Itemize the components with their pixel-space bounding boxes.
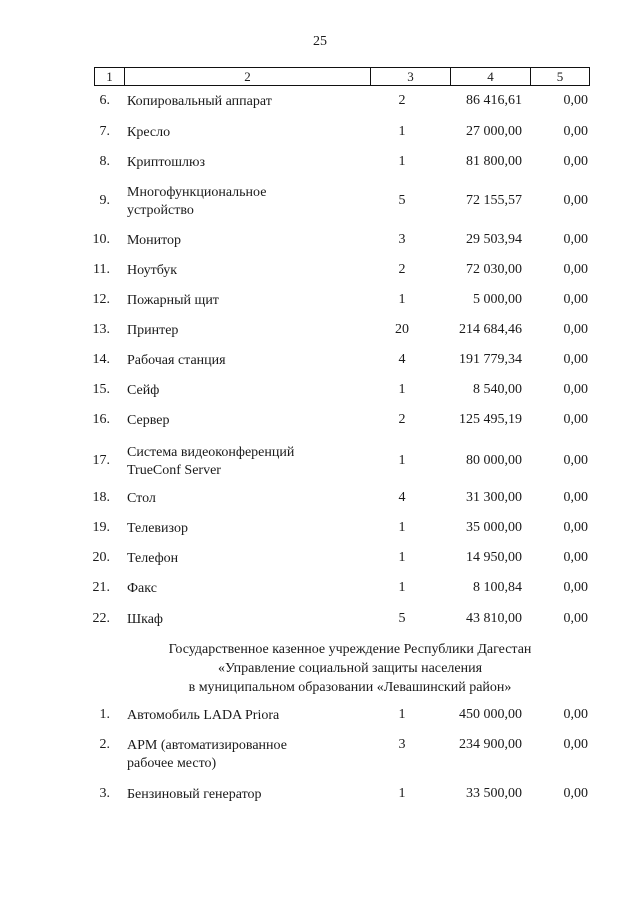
item-quantity: 1 (398, 453, 406, 468)
table-header (94, 67, 590, 86)
item-name-line: Автомобиль LADA Priora (127, 708, 280, 723)
header-col-1: 1 (95, 68, 125, 85)
item-residual: 0,00 (563, 154, 588, 169)
item-cost: 43 810,00 (466, 611, 522, 626)
item-cost: 214 684,46 (459, 322, 522, 337)
row-number: 10. (92, 232, 110, 247)
item-name-line: рабочее место) (127, 756, 217, 771)
item-name (127, 232, 387, 250)
item-cost: 27 000,00 (466, 124, 522, 139)
row-number: 2. (99, 737, 110, 752)
item-residual: 0,00 (563, 550, 588, 565)
item-cost: 234 900,00 (459, 737, 522, 752)
item-cost: 5 000,00 (473, 292, 522, 307)
item-cost: 29 503,94 (466, 232, 522, 247)
item-name (127, 382, 387, 400)
item-name-line: Принтер (127, 323, 179, 338)
section-heading (120, 640, 580, 697)
section-heading-line-1: Государственное казенное учреждение Республики Дагестан (168, 642, 532, 657)
item-cost: 72 155,57 (466, 193, 522, 208)
item-quantity: 4 (398, 352, 406, 367)
item-residual: 0,00 (563, 520, 588, 535)
item-quantity: 5 (398, 611, 406, 626)
item-quantity: 1 (398, 382, 406, 397)
item-name-line: Телефон (127, 551, 179, 566)
row-number: 17. (92, 453, 110, 468)
item-name-line: Многофункциональное (127, 185, 267, 200)
item-name-line: устройство (127, 203, 194, 218)
item-residual: 0,00 (563, 322, 588, 337)
item-cost: 8 100,84 (473, 580, 522, 595)
row-number: 21. (92, 580, 110, 595)
row-number: 8. (99, 154, 110, 169)
row-number: 15. (92, 382, 110, 397)
item-quantity: 2 (398, 93, 406, 108)
item-name-line: TrueConf Server (127, 463, 221, 478)
item-name-line: Система видеоконференций (127, 445, 295, 460)
item-residual: 0,00 (563, 490, 588, 505)
item-cost: 125 495,19 (459, 412, 522, 427)
section-heading-line-3: в муниципальном образовании «Левашинский район» (188, 680, 512, 695)
item-name-line: АРМ (автоматизированное (127, 738, 287, 753)
item-name (127, 412, 387, 430)
row-number: 3. (99, 786, 110, 801)
header-col-4: 4 (451, 68, 531, 85)
item-name (127, 786, 387, 804)
item-name-line: Телевизор (127, 521, 188, 536)
item-residual: 0,00 (563, 611, 588, 626)
page-number: 25 (313, 34, 327, 49)
item-name (127, 322, 387, 340)
row-number: 1. (99, 707, 110, 722)
item-cost: 86 416,61 (466, 93, 522, 108)
item-name (127, 490, 387, 508)
item-residual: 0,00 (563, 124, 588, 139)
item-cost: 8 540,00 (473, 382, 522, 397)
row-number: 6. (99, 93, 110, 108)
item-residual: 0,00 (563, 193, 588, 208)
item-quantity: 1 (398, 154, 406, 169)
item-quantity: 1 (398, 124, 406, 139)
item-name (127, 580, 387, 598)
item-name (127, 707, 387, 725)
item-cost: 80 000,00 (466, 453, 522, 468)
item-name (127, 154, 387, 172)
item-name-line: Кресло (127, 125, 171, 140)
item-name (127, 184, 387, 220)
item-residual: 0,00 (563, 232, 588, 247)
row-number: 20. (92, 550, 110, 565)
item-name-line: Ноутбук (127, 263, 178, 278)
header-col-3: 3 (371, 68, 451, 85)
section-heading-line-2: «Управление социальной защиты населения (217, 661, 483, 676)
item-quantity: 1 (398, 707, 406, 722)
item-name (127, 550, 387, 568)
item-residual: 0,00 (563, 352, 588, 367)
item-residual: 0,00 (563, 786, 588, 801)
row-number: 19. (92, 520, 110, 535)
row-number: 9. (99, 193, 110, 208)
item-cost: 35 000,00 (466, 520, 522, 535)
row-number: 22. (92, 611, 110, 626)
item-cost: 14 950,00 (466, 550, 522, 565)
item-quantity: 2 (398, 412, 406, 427)
item-name-line: Пожарный щит (127, 293, 219, 308)
item-name-line: Сейф (127, 383, 160, 398)
item-quantity: 20 (395, 322, 409, 337)
item-name (127, 520, 387, 538)
row-number: 14. (92, 352, 110, 367)
item-quantity: 1 (398, 550, 406, 565)
item-residual: 0,00 (563, 292, 588, 307)
item-name-line: Стол (127, 491, 156, 506)
item-residual: 0,00 (563, 580, 588, 595)
item-name (127, 737, 387, 773)
item-name (127, 292, 387, 310)
item-name-line: Рабочая станция (127, 353, 226, 368)
item-name-line: Копировальный аппарат (127, 94, 272, 109)
row-number: 11. (93, 262, 110, 277)
row-number: 12. (92, 292, 110, 307)
item-residual: 0,00 (563, 453, 588, 468)
item-residual: 0,00 (563, 93, 588, 108)
item-cost: 33 500,00 (466, 786, 522, 801)
item-cost: 31 300,00 (466, 490, 522, 505)
item-name (127, 262, 387, 280)
item-residual: 0,00 (563, 737, 588, 752)
item-name (127, 352, 387, 370)
item-residual: 0,00 (563, 707, 588, 722)
item-residual: 0,00 (563, 382, 588, 397)
item-cost: 72 030,00 (466, 262, 522, 277)
item-cost: 191 779,34 (459, 352, 522, 367)
item-name-line: Сервер (127, 413, 170, 428)
item-quantity: 1 (398, 292, 406, 307)
row-number: 16. (92, 412, 110, 427)
item-name (127, 93, 387, 111)
item-name (127, 444, 387, 480)
row-number: 18. (92, 490, 110, 505)
item-quantity: 1 (398, 580, 406, 595)
header-col-5: 5 (556, 69, 564, 84)
item-quantity: 5 (398, 193, 406, 208)
item-quantity: 1 (398, 786, 406, 801)
row-number: 7. (99, 124, 110, 139)
item-name-line: Факс (127, 581, 157, 596)
item-quantity: 3 (398, 232, 406, 247)
item-quantity: 2 (398, 262, 406, 277)
item-quantity: 3 (398, 737, 406, 752)
row-number: 13. (92, 322, 110, 337)
item-cost: 450 000,00 (459, 707, 522, 722)
item-residual: 0,00 (563, 262, 588, 277)
item-residual: 0,00 (563, 412, 588, 427)
item-name-line: Криптошлюз (127, 155, 206, 170)
item-cost: 81 800,00 (466, 154, 522, 169)
item-name-line: Шкаф (127, 612, 163, 627)
item-quantity: 1 (398, 520, 406, 535)
item-name-line: Бензиновый генератор (127, 787, 262, 802)
item-name (127, 124, 387, 142)
item-name (127, 611, 387, 629)
item-name-line: Монитор (127, 233, 182, 248)
item-quantity: 4 (398, 490, 406, 505)
header-col-2: 2 (125, 68, 371, 85)
